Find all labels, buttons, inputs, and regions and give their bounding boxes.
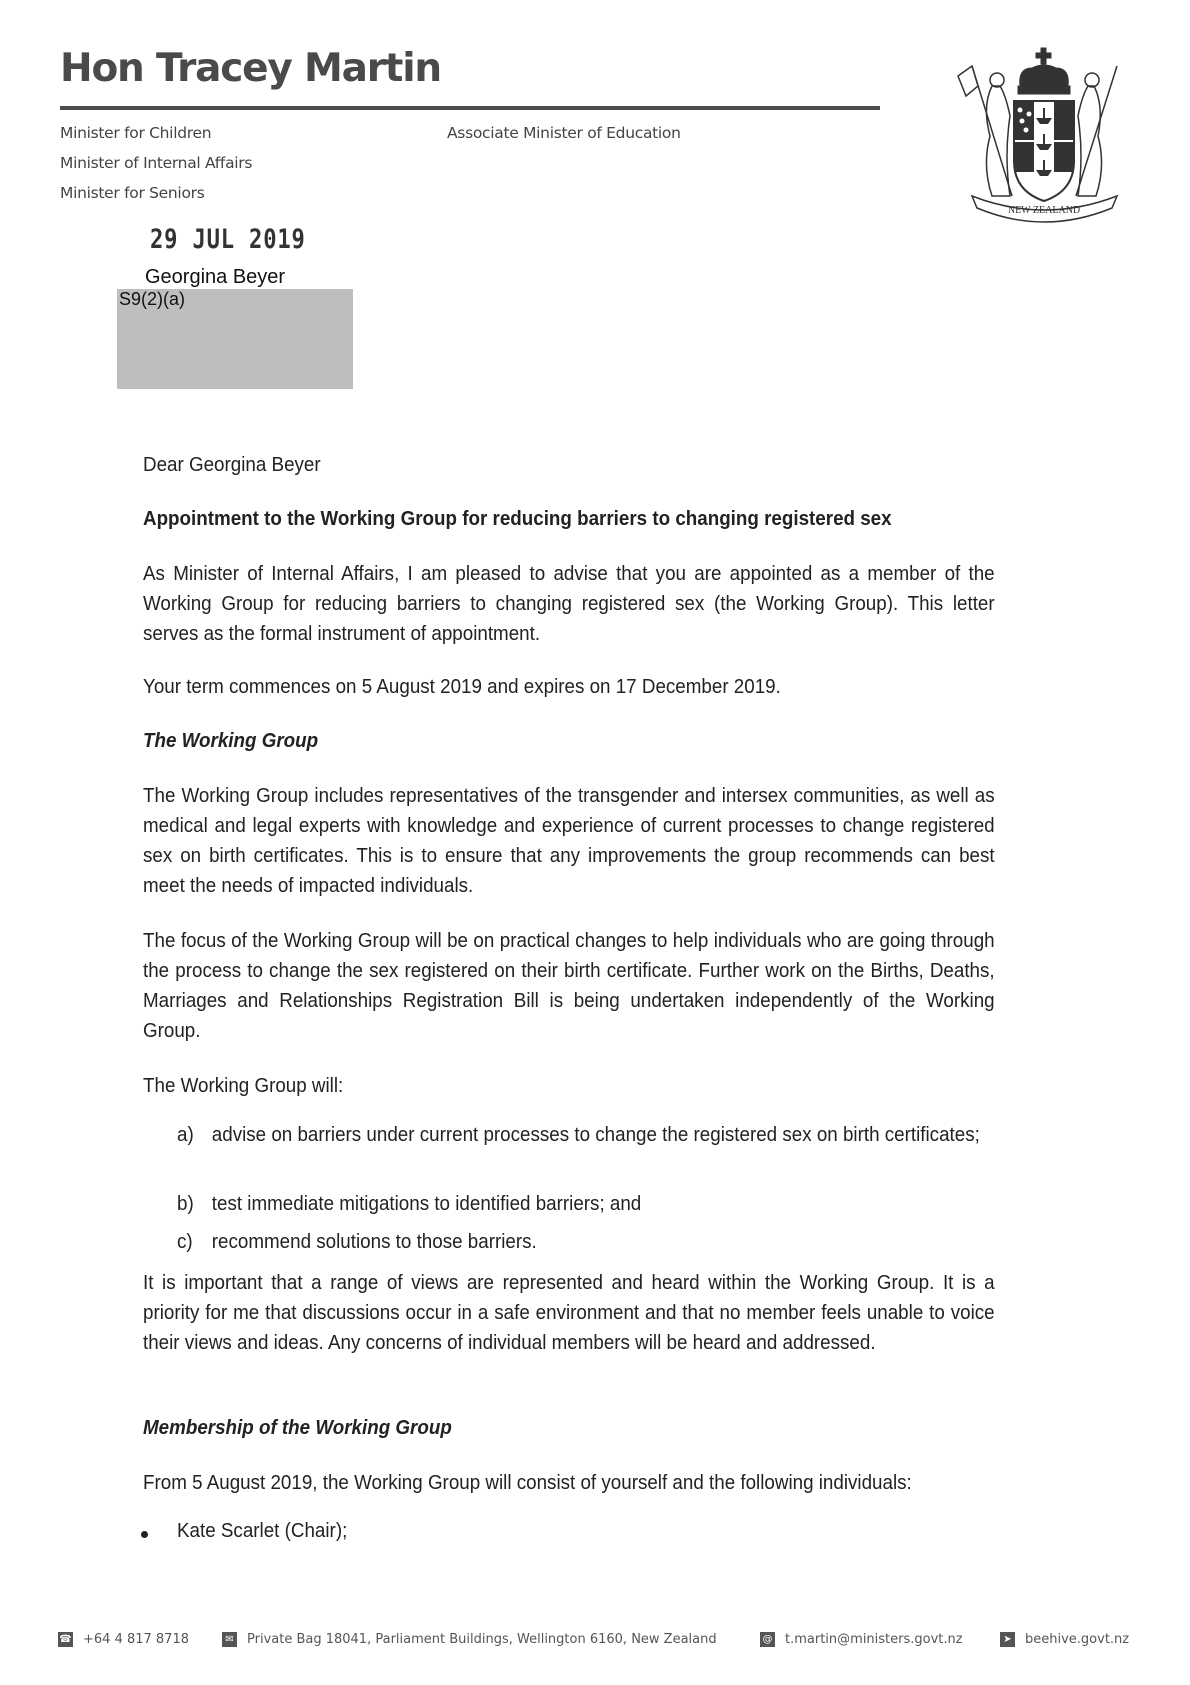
footer-address-text: Private Bag 18041, Parliament Buildings, Wellington 6160, New Zealand [247,1632,717,1647]
task-text: advise on barriers under current processes to change the registered sex on birth certificates; [211,1124,980,1146]
paragraph-composition: The Working Group includes representatives of the transgender and intersex communities, as well as medical and legal experts with knowledge and experience of current processes to change registered sex on birth certificates. This is to ensure that any improvements the group recommends can best meet the needs of impacted individuals. [143,785,995,897]
subject-line: Appointment to the Working Group for reducing barriers to changing registered sex [143,508,892,530]
phone-icon: ☎ [59,1634,72,1645]
portfolio-list [60,124,252,214]
portfolio-item: Minister for Children [60,124,212,142]
cursor-icon: ➤ [1000,1632,1015,1647]
recipient-name: Georgina Beyer [145,266,286,288]
letter-footer [0,1632,1190,1652]
footer-address [222,1632,717,1647]
paragraph-tasks-intro: The Working Group will: [143,1075,344,1097]
letterhead-name: Hon Tracey Martin [60,46,441,91]
member-name: Kate Scarlet (Chair); [177,1520,348,1542]
portfolio-item-secondary: Associate Minister of Education [447,124,681,142]
nz-coat-of-arms-icon [952,46,1137,226]
footer-website-link[interactable]: beehive.govt.nz [1025,1632,1130,1647]
task-text: recommend solutions to those barriers. [211,1231,537,1253]
section-heading-membership: Membership of the Working Group [143,1417,452,1439]
task-marker: c) [177,1231,193,1253]
portfolio-item: Minister of Internal Affairs [60,154,253,172]
letterhead-rule [60,106,880,110]
mail-icon: ✉ [222,1632,237,1647]
footer-website[interactable] [1000,1632,1129,1647]
section-heading-working-group: The Working Group [143,730,319,752]
task-text: test immediate mitigations to identified barriers; and [211,1193,642,1215]
task-marker: a) [177,1124,194,1146]
paragraph-safe-environment: It is important that a range of views are represented and heard within the Working Group. It is a priority for me that discussions occur in a safe environment and that no member feels unable to voice their views and ideas. Any concerns of individual members will be heard and addressed. [143,1272,995,1354]
footer-phone [58,1632,189,1647]
paragraph-term: Your term commences on 5 August 2019 and expires on 17 December 2019. [143,676,781,698]
footer-phone-text: +64 4 817 8718 [83,1632,189,1647]
at-icon: @ [760,1632,775,1647]
bullet-icon [141,1531,148,1538]
footer-email[interactable] [760,1632,963,1647]
salutation: Dear Georgina Beyer [143,454,321,476]
paragraph-focus: The focus of the Working Group will be on practical changes to help individuals who are going through the process to change the sex registered on their birth certificate. Further work on the Births, Deaths, Marriages and Relationships Registration Bill is being undertaken independently of the Working Group. [143,930,995,1042]
paragraph-membership-intro: From 5 August 2019, the Working Group will consist of yourself and the following individuals: [143,1472,912,1494]
footer-email-link[interactable]: t.martin@ministers.govt.nz [785,1632,963,1647]
crest-label: NEW ZEALAND [1007,205,1081,216]
paragraph-appointment: As Minister of Internal Affairs, I am pleased to advise that you are appointed as a member of the Working Group for reducing barriers to changing registered sex (the Working Group). This letter serves as the formal instrument of appointment. [143,563,995,645]
date-stamp: 29 JUL 2019 [150,224,306,255]
task-marker: b) [177,1193,194,1215]
portfolio-item: Minister for Seniors [60,184,205,202]
redacted-address [117,289,353,389]
redaction-label: S9(2)(a) [119,289,186,309]
